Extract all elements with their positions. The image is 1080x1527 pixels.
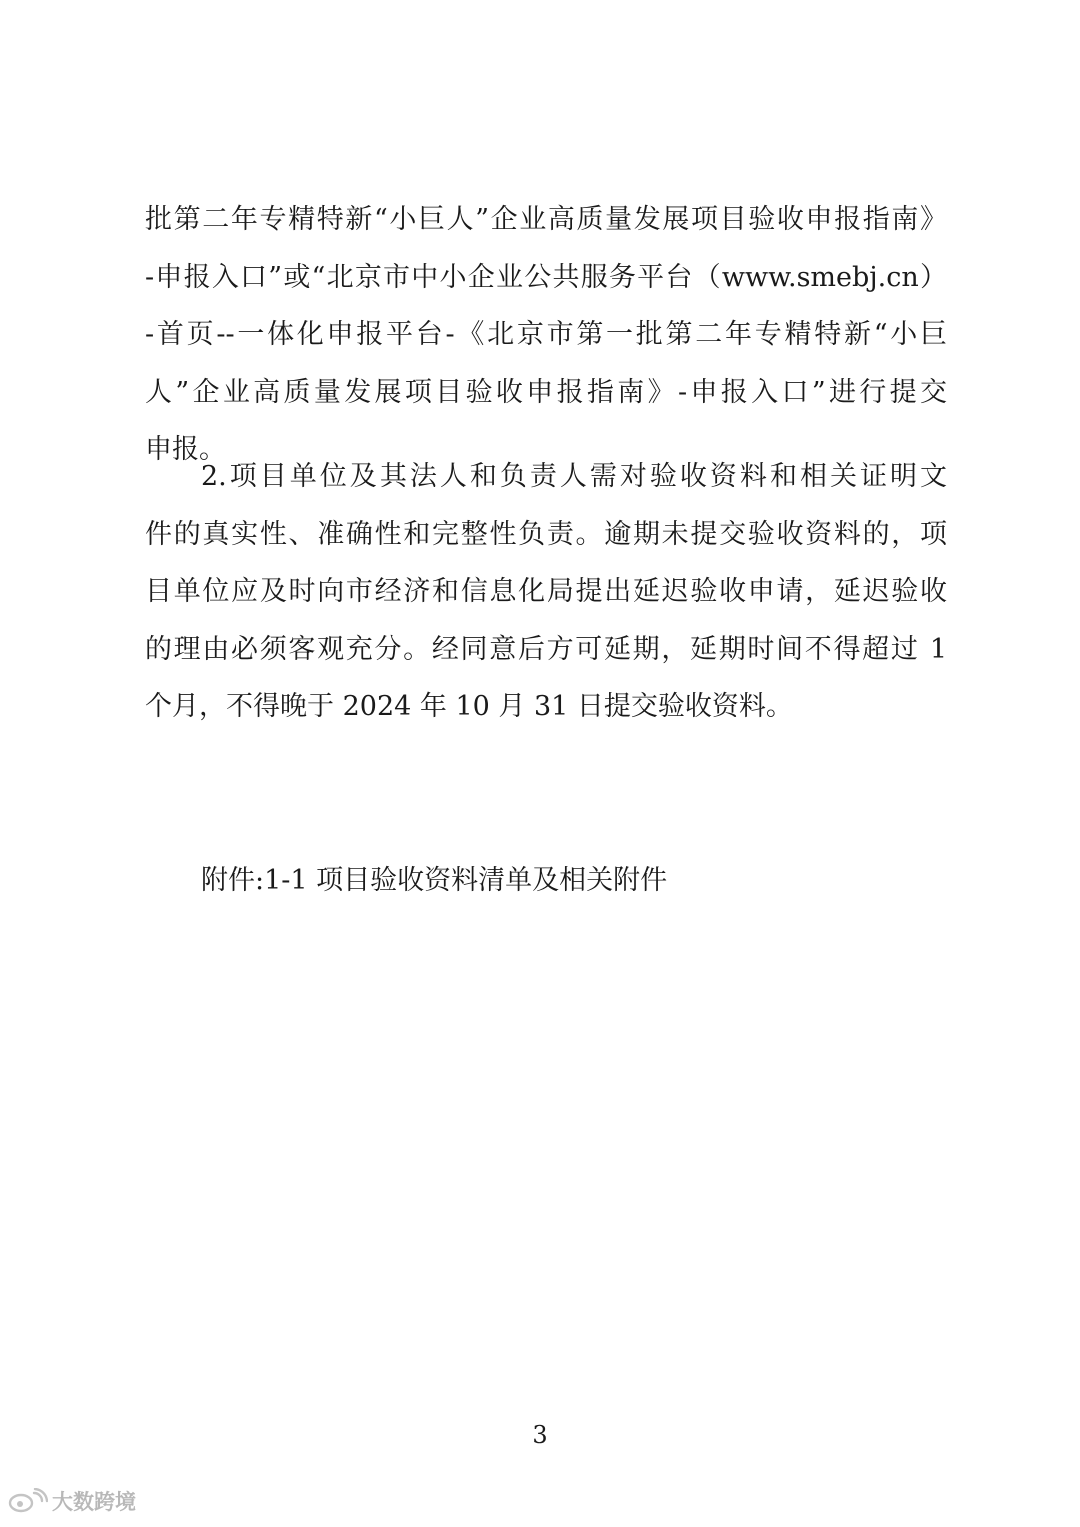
watermark-text: 大数跨境 [52, 1490, 136, 1514]
paragraph-2-line-3: 目单位应及时向市经济和信息化局提出延迟验收申请，延迟验收 [145, 576, 947, 607]
paragraph-2-line-4: 的理由必须客观充分。经同意后方可延期，延期时间不得超过 1 [145, 633, 947, 665]
paragraph-2 [145, 448, 947, 736]
paragraph-1-line-4: 人”企业高质量发展项目验收申报指南》-申报入口”进行提交 [145, 376, 947, 408]
weibo-logo-icon [8, 1488, 48, 1514]
paragraph-2-line-1: 2.项目单位及其法人和负责人需对验收资料和相关证明文 [201, 461, 947, 492]
attachment-line: 附件:1-1 项目验收资料清单及相关附件 [201, 865, 668, 896]
paragraph-1 [145, 191, 947, 479]
page-number: 3 [532, 1421, 548, 1449]
paragraph-1-line-1: 批第二年专精特新“小巨人”企业高质量发展项目验收申报指南》 [145, 204, 947, 235]
paragraph-1-line-3: -首页--一体化申报平台-《北京市第一批第二年专精特新“小巨 [145, 319, 947, 350]
paragraph-2-line-2: 件的真实性、准确性和完整性负责。逾期未提交验收资料的，项 [145, 518, 947, 550]
paragraph-1-line-2: -申报入口”或“北京市中小企业公共服务平台（www.smebj.cn） [145, 261, 947, 293]
paragraph-2-line-5: 个月，不得晚于 2024 年 10 月 31 日提交验收资料。 [145, 691, 793, 722]
watermark [8, 1486, 136, 1516]
paragraph-1-line-5: 申报。 [145, 434, 226, 465]
